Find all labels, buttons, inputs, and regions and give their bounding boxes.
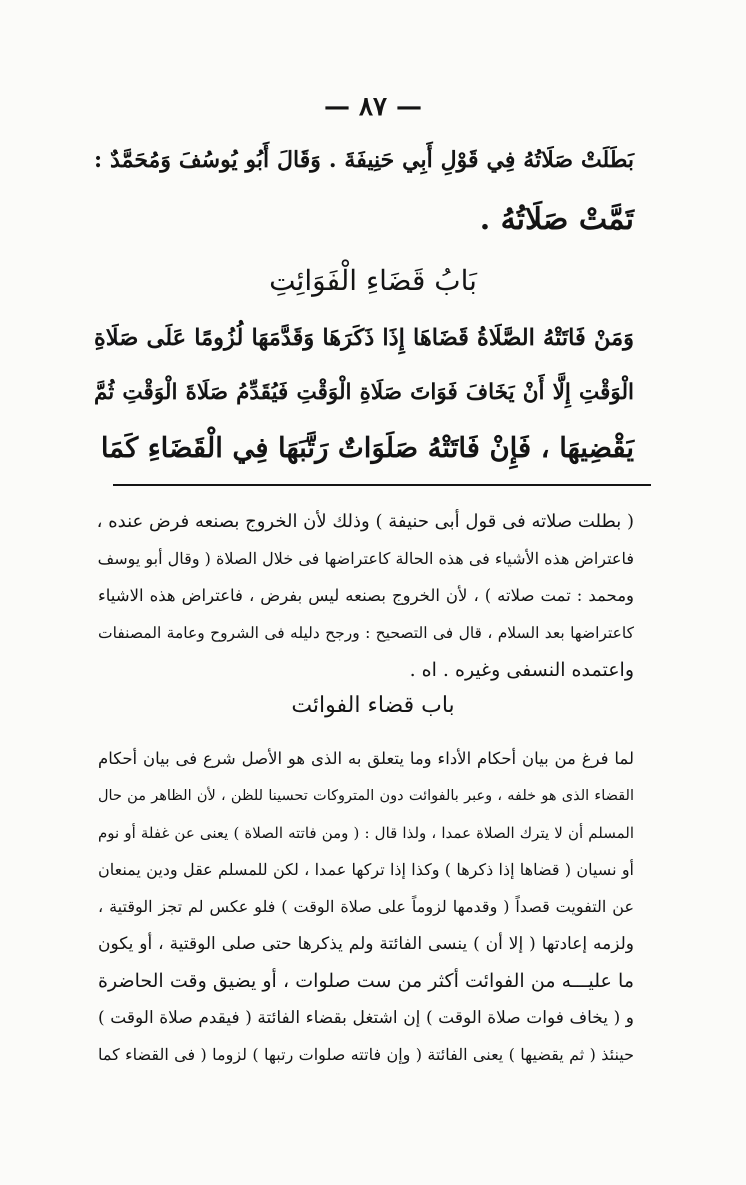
commentary-chapter-line: المسلم أن لا يترك الصلاة عمدا ، ولذا قال : ( ومن فاتته الصلاة ) يعنى عن غفلة أو نوم — [98, 824, 634, 842]
commentary-chapter-line: حينئذ ( ثم يقضيها ) يعنى الفائتة ( وإن فاتته صلوات رتبها ) لزوما ( فى القضاء كما — [98, 1045, 634, 1064]
main-text-line: بَطَلَتْ صَلَاتُهُ فِي قَوْلِ أَبِي حَنِيفَةَ . وَقَالَ أَبُو يُوسُفَ وَمُحَمَّدٌ : — [94, 147, 634, 173]
commentary-chapter-line: القضاء الذى هو خلفه ، وعبر بالفوائت دون المتروكات تحسينا للظن ، لأن الظاهر من حال — [98, 788, 634, 804]
commentary-chapter-line: لما فرغ من بيان أحكام الأداء وما يتعلق به الذى هو الأصل شرع فى بيان أحكام — [98, 749, 634, 768]
commentary-chapter-line: ولزمه إعادتها ( إلا أن ) ينسى الفائتة ولم يذكرها حتى صلى الوقتية ، أو يكون — [98, 934, 634, 954]
main-text-line: تَمَّتْ صَلَاتُهُ . — [479, 202, 634, 237]
commentary-chapter-title: باب قضاء الفوائت — [291, 693, 455, 718]
commentary-chapter-line: ما عليـــه من الفوائت أكثر من ست صلوات ، أو يضيق وقت الحاضرة — [98, 970, 634, 992]
chapter-title: بَابُ قَضَاءِ الْفَوَائِتِ — [269, 264, 477, 297]
commentary-chapter-line: أو نسيان ( قضاها إذا ذكرها ) وكذا إذا تركها عمدا ، لكن للمسلم عقل ودين يمنعان — [98, 860, 634, 879]
chapter-text-line: الْوَقْتِ إِلَّا أَنْ يَخَافَ فَوَاتَ صَلَاةِ الْوَقْتِ فَيُقَدِّمُ صَلَاةَ الْوَقْتِ ثُمَّ — [94, 380, 634, 405]
commentary-chapter-line: عن التفويت قصداً ( وقدمها لزوماً على صلاة الوقت ) فلو عكس لم تجز الوقتية ، — [98, 897, 634, 916]
footnote-divider — [113, 484, 651, 486]
commentary-line: ( بطلت صلاته فى قول أبى حنيفة ) وذلك لأن الخروج بصنعه فرض عنده ، — [96, 511, 634, 532]
commentary-line: كاعتراضها بعد السلام ، قال فى التصحيح : ورجح دليله فى الشروح وعامة المصنفات — [98, 624, 634, 642]
commentary-line: فاعتراض هذه الأشياء فى هذه الحالة كاعتراضها فى خلال الصلاة ( وقال أبو يوسف — [97, 549, 634, 568]
commentary-chapter-line: و ( يخاف فوات صلاة الوقت ) إن اشتغل بقضاء الفائتة ( فيقدم صلاة الوقت ) — [98, 1008, 634, 1028]
commentary-line: واعتمده النسفى وغيره . اه . — [409, 659, 634, 681]
chapter-text-line: يَقْضِيهَا ، فَإِنْ فَاتَتْهُ صَلَوَاتٌ رَتَّبَهَا فِي الْقَضَاءِ كَمَا — [100, 432, 634, 464]
commentary-line: ومحمد : تمت صلاته ) ، لأن الخروج بصنعه ليس بفرض ، فاعتراض هذه الاشياء — [98, 586, 634, 605]
page-number: — ٨٧ — — [323, 92, 423, 122]
chapter-text-line: وَمَنْ فَاتَتْهُ الصَّلَاةُ قَضَاهَا إِذَا ذَكَرَهَا وَقَدَّمَهَا لُزُومًا عَلَى صَلَاةِ — [94, 325, 634, 351]
